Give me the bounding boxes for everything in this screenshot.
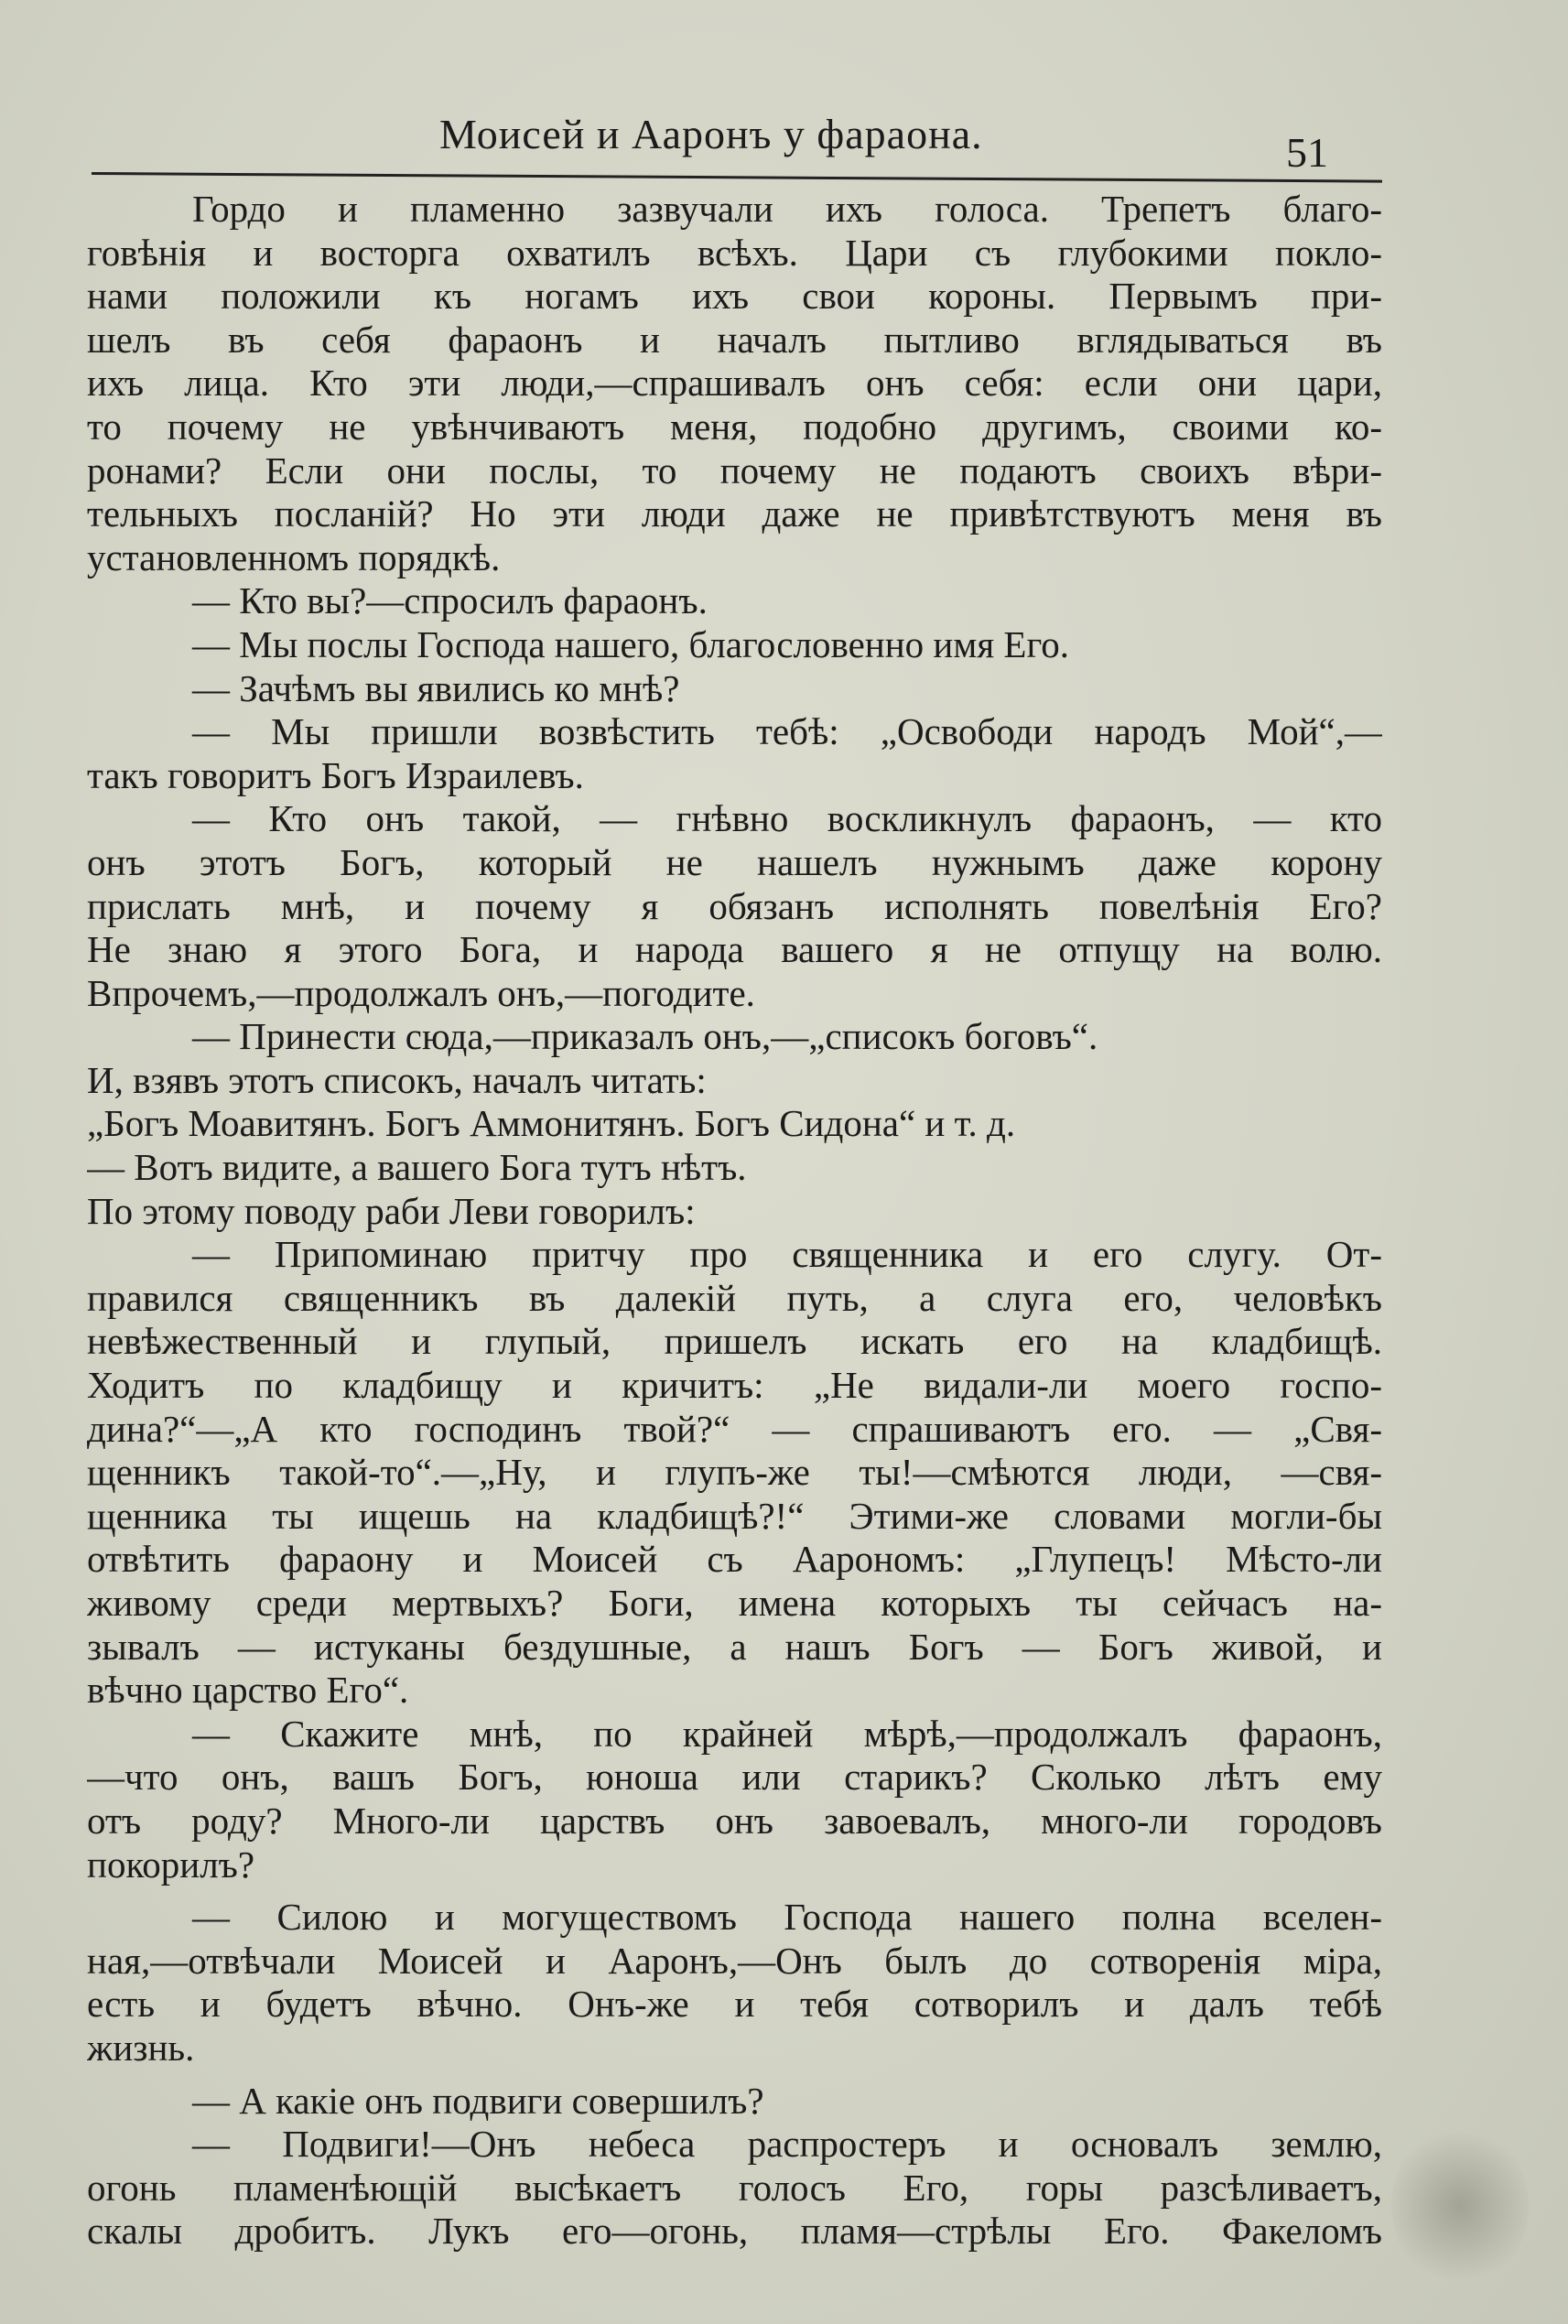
text-line: установленномъ порядкѣ. (87, 535, 501, 578)
text-line: Не знаю я этого Бога, и народа вашего я не отпущу на волю. (87, 928, 1382, 971)
text-line: По этому поводу раби Леви говорилъ: (87, 1189, 696, 1232)
text-line: есть и будетъ вѣчно. Онъ-же и тебя сотворилъ и далъ тебѣ (87, 1983, 1382, 2026)
text-line: — Мы послы Господа нашего, благословенно имя Его. (192, 622, 1070, 665)
text-line: живому среди мертвыхъ? Боги, имена которыхъ ты сейчасъ на- (87, 1582, 1382, 1624)
paragraph-gap (87, 2070, 1382, 2080)
text-line: И, взявъ этотъ списокъ, началъ читать: (87, 1058, 707, 1101)
text-line: зывалъ — истуканы бездушные, а нашъ Богъ — Богъ живой, и (87, 1625, 1382, 1668)
text-line: прислать мнѣ, и почему я обязанъ исполнять повелѣнія Его? (87, 884, 1382, 927)
text-line: „Богъ Моавитянъ. Богъ Аммонитянъ. Богъ Сидона“ и т. д. (87, 1102, 1016, 1145)
text-line: — Припоминаю притчу про священника и его слугу. От- (192, 1233, 1382, 1276)
text-line: скалы дробитъ. Лукъ его—огонь, пламя—стрѣлы Его. Факеломъ (87, 2210, 1382, 2253)
text-line: дина?“—„А кто господинъ твой?“ — спрашиваютъ его. — „Свя- (87, 1407, 1382, 1450)
text-line: правился священникъ въ далекій путь, а слуга его, человѣкъ (87, 1276, 1382, 1319)
text-line: то почему не увѣнчиваютъ меня, подобно другимъ, своими ко- (87, 405, 1382, 448)
paragraph-gap (87, 1886, 1382, 1896)
text-line: — Вотъ видите, а вашего Бога тутъ нѣтъ. (87, 1146, 747, 1189)
page-header (92, 103, 1382, 185)
text-line: такъ говоритъ Богъ Израилевъ. (87, 753, 584, 796)
text-line: жизнь. (87, 2026, 195, 2069)
text-line: вѣчно царство Его“. (87, 1669, 409, 1712)
page-number: 51 (1286, 129, 1328, 176)
text-line: — Скажите мнѣ, по крайней мѣрѣ,—продолжалъ фараонъ, (192, 1712, 1382, 1755)
text-line: невѣжественный и глупый, пришелъ искать его на кладбищѣ. (87, 1320, 1382, 1363)
text-line: — А какіе онъ подвиги совершилъ? (192, 2079, 764, 2122)
text-line: ихъ лица. Кто эти люди,—спрашивалъ онъ себя: если они цари, (87, 362, 1382, 405)
text-line: ная,—отвѣчали Моисей и Ааронъ,—Онъ былъ до сотворенія міра, (87, 1939, 1382, 1982)
text-line: — Силою и могуществомъ Господа нашего полна вселен- (192, 1896, 1382, 1939)
body-text (87, 188, 1382, 2254)
text-line: отвѣтить фараону и Моисей съ Аарономъ: „Глупецъ! Мѣсто-ли (87, 1538, 1382, 1581)
text-line: — Зачѣмъ вы явились ко мнѣ? (192, 666, 680, 709)
text-line: огонь пламенѣющій высѣкаетъ голосъ Его, горы разсѣливаетъ, (87, 2166, 1382, 2209)
text-line: — Кто вы?—спросилъ фараонъ. (192, 579, 708, 622)
header-rule (92, 172, 1382, 183)
text-line: щенника ты ищешь на кладбищѣ?!“ Этими-же словами могли-бы (87, 1494, 1382, 1537)
text-line: покорилъ? (87, 1843, 255, 1886)
text-line: щенникъ такой-то“.—„Ну, и глупъ-же ты!—смѣются люди, —свя- (87, 1451, 1382, 1494)
text-line: нами положили къ ногамъ ихъ свои короны. Первымъ при- (87, 275, 1382, 318)
paper-smudge (1391, 2124, 1529, 2288)
text-line: онъ этотъ Богъ, который не нашелъ нужнымъ даже корону (87, 840, 1382, 883)
text-line: Ходитъ по кладбищу и кричитъ: „Не видали-ли моего госпо- (87, 1364, 1382, 1407)
text-line: Гордо и пламенно зазвучали ихъ голоса. Трепетъ благо- (192, 188, 1382, 230)
text-line: тельныхъ посланій? Но эти люди даже не привѣтствуютъ меня въ (87, 492, 1382, 535)
running-title: Моисей и Ааронъ у фараона. (439, 111, 983, 157)
text-line: — Принести сюда,—приказалъ онъ,—„списокъ боговъ“. (192, 1015, 1098, 1058)
text-line: говѣнія и восторга охватилъ всѣхъ. Цари съ глубокими покло- (87, 231, 1382, 274)
text-line: Впрочемъ,—продолжалъ онъ,—погодите. (87, 971, 755, 1014)
text-line: — Кто онъ такой, — гнѣвно воскликнулъ фараонъ, — кто (192, 797, 1382, 840)
text-line: шелъ въ себя фараонъ и началъ пытливо вглядываться въ (87, 318, 1382, 361)
text-line: — Мы пришли возвѣстить тебѣ: „Освободи народъ Мой“,— (192, 710, 1382, 753)
text-line: — Подвиги!—Онъ небеса распростеръ и основалъ землю, (192, 2123, 1382, 2166)
text-line: ронами? Если они послы, то почему не подаютъ своихъ вѣри- (87, 449, 1382, 492)
text-line: отъ роду? Много-ли царствъ онъ завоевалъ, много-ли городовъ (87, 1799, 1382, 1842)
text-line: —что онъ, вашъ Богъ, юноша или старикъ? Сколько лѣтъ ему (87, 1756, 1382, 1799)
